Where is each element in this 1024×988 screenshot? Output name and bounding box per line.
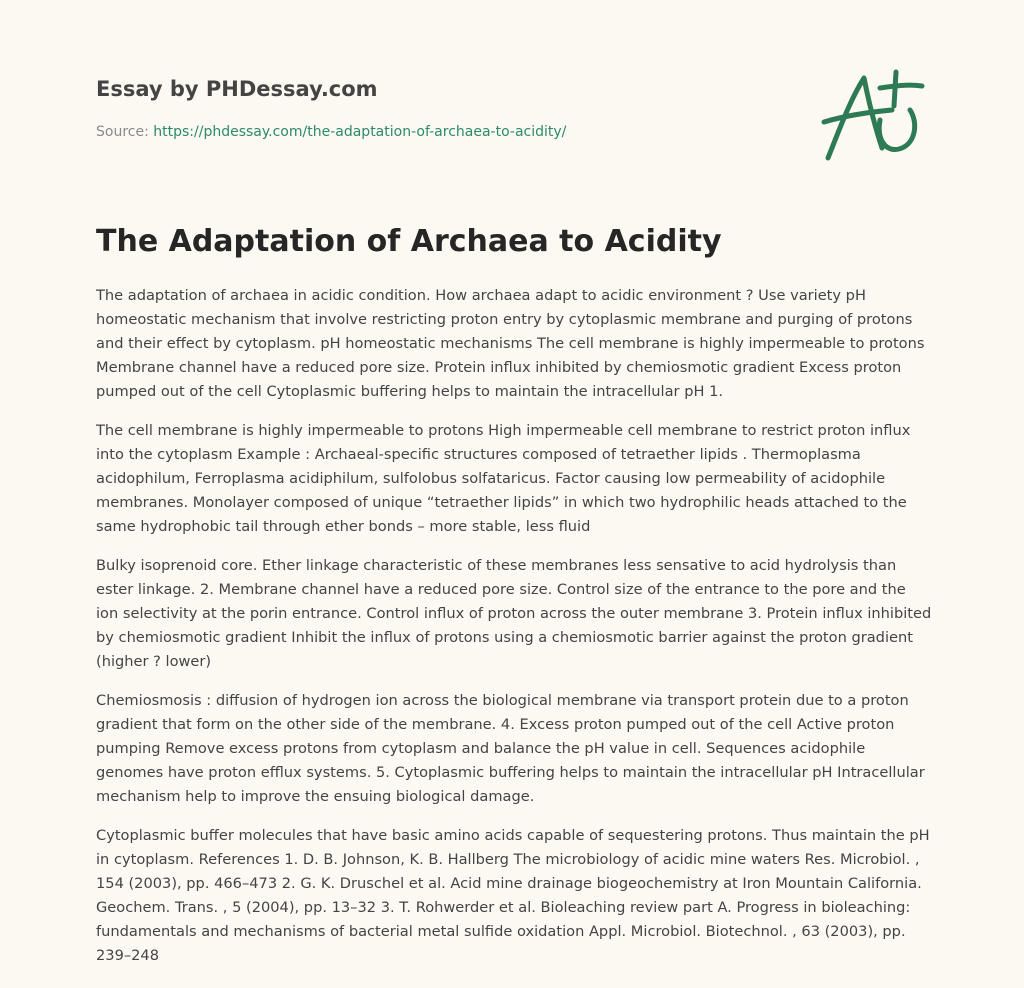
paragraph: Bulky isoprenoid core. Ether linkage characteristic of these membranes less sensative to acid hydrolysis than ester linkage. 2. Membrane channel have a reduced pore size. Control size of the entrance to the pore and the ion selectivity at the porin entrance. Control influx of proton across the outer membrane 3. Protein influx inhibited by chemiosmotic gradient Inhibit the influx of protons using a chemiosmotic barrier against the proton gradient (higher ? lower) [96, 557, 932, 670]
paragraph: Cytoplasmic buffer molecules that have basic amino acids capable of sequestering protons. Thus maintain the pH in cytoplasm. References 1. D. B. Johnson, K. B. Hallberg The microbiology of acidic mine waters Res. Microbiol. , 154 (2003), pp. 466–473 2. G. K. Druschel et al. Acid mine drainage biogeochemistry at Iron Mountain California. Geochem. Trans. , 5 (2004), pp. 13–32 3. T. Rohwerder et al. Bioleaching review part A. Progress in bioleaching: fundamentals and mechanisms of bacterial metal sulfide oxidation Appl. Microbiol. Biotechnol. , 63 (2003), pp. 239–248 [96, 827, 930, 964]
paragraph: The cell membrane is highly impermeable to protons High impermeable cell membrane to restrict proton influx into the cytoplasm Example : Archaeal-specific structures composed of tetraether lipids . Thermoplasma acidophilum, Ferroplasma acidiphilum, sulfolobus solfataricus. Factor causing low permeability of acidophile membranes. Monolayer composed of unique “tetraether lipids” in which two hydrophilic heads attached to the same hydrophobic tail through ether bonds – more stable, less fluid [96, 422, 911, 535]
paragraph: Chemiosmosis : diffusion of hydrogen ion across the biological membrane via transport protein due to a proton gradient that form on the other side of the membrane. 4. Excess proton pumped out of the cell Active proton pumping Remove excess protons from cytoplasm and balance the pH value in cell. Sequences acidophile genomes have proton efflux systems. 5. Cytoplasmic buffering helps to maintain the intracellular pH Intracellular mechanism help to improve the ensuing biological damage. [96, 692, 925, 805]
article-body [96, 284, 932, 983]
source-label: Source: [96, 124, 149, 140]
a-plus-logo-icon [818, 66, 930, 166]
paragraph: The adaptation of archaea in acidic condition. How archaea adapt to acidic environment ? Use variety pH homeostatic mechanism that involve restricting proton entry by cytoplasmic membrane and purging of protons and their effect by cytoplasm. pH homeostatic mechanisms The cell membrane is highly impermeable to protons Membrane channel have a reduced pore size. Protein influx inhibited by chemiosmotic gradient Excess proton pumped out of the cell Cytoplasmic buffering helps to maintain the intracellular pH 1. [96, 287, 925, 400]
source-line [96, 124, 566, 140]
article-title: The Adaptation of Archaea to Acidity [96, 224, 722, 259]
source-link[interactable]: https://phdessay.com/the-adaptation-of-archaea-to-acidity/ [153, 124, 567, 140]
site-brand: Essay by PHDessay.com [96, 77, 378, 101]
